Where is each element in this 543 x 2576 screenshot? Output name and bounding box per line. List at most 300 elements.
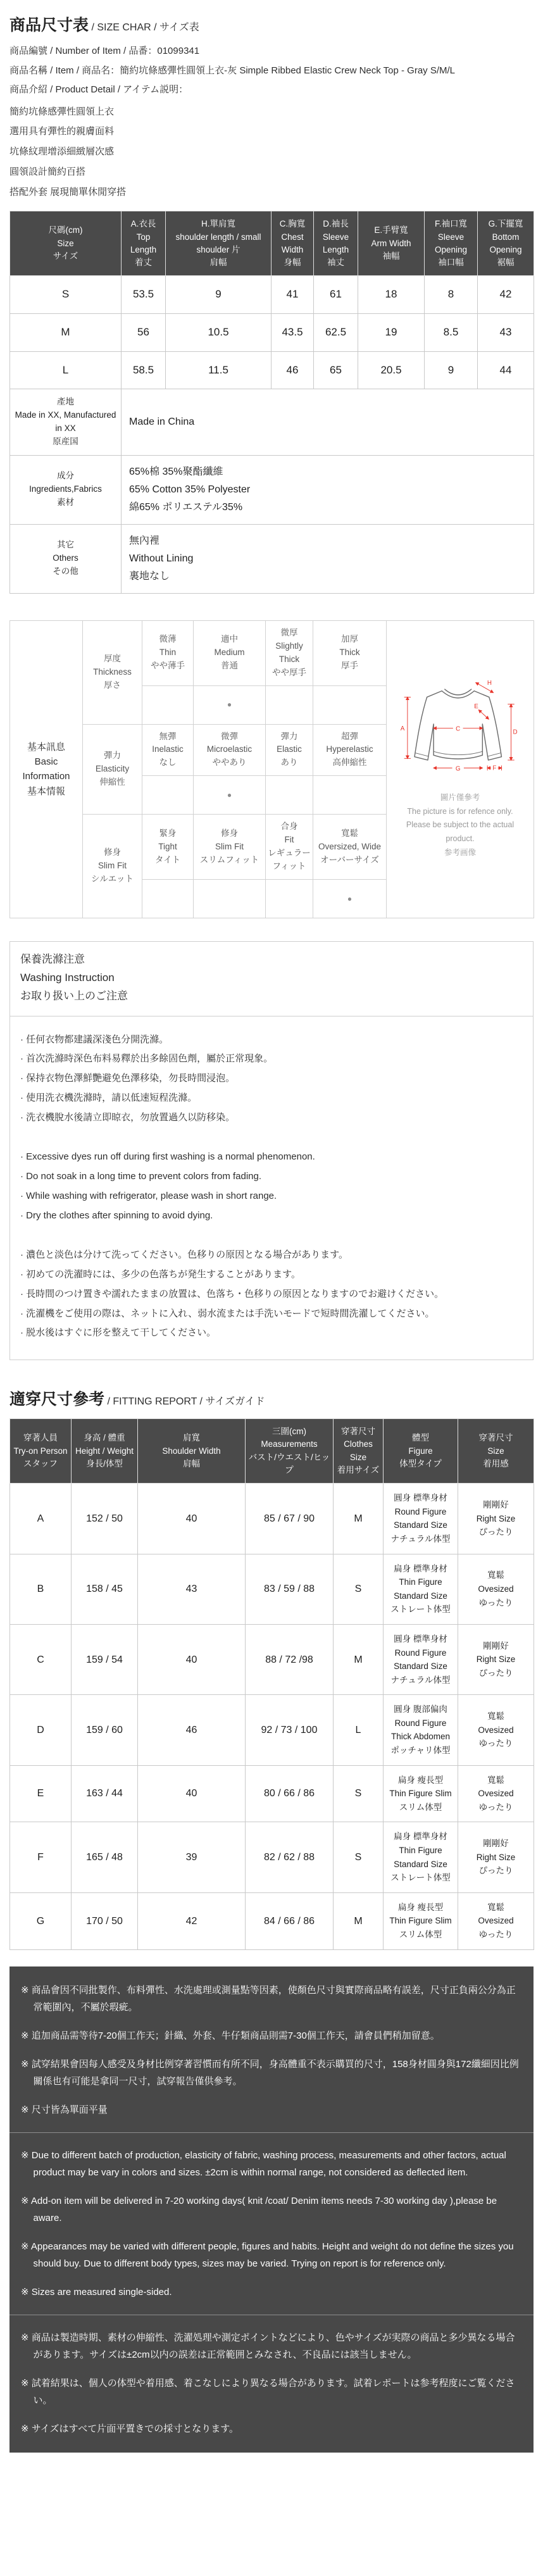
footer-note: ※ 追加商品需等待7-20個工作天；針織、外套、牛仔類商品則需7-30個工作天，請會員們稍加留意。 <box>21 2030 440 2041</box>
text-line: Made in China <box>129 416 195 428</box>
measurements-cell: 84 / 66 / 86 <box>246 1892 334 1949</box>
measure-cell: 41 <box>272 276 314 314</box>
text-line: サイズ <box>53 251 78 261</box>
person-cell: F <box>10 1822 72 1892</box>
text-line: その他 <box>53 566 78 577</box>
washing-notes-en <box>20 1147 523 1225</box>
washing-note: · 使用洗衣機洗滌時，請以低速短程洗滌。 <box>20 1092 197 1103</box>
text-line: なし <box>159 758 177 768</box>
elasticity-marker <box>266 776 313 815</box>
text-line: 65%棉 35%聚酯纖維 <box>129 466 223 477</box>
basic-info-label <box>10 620 83 918</box>
product-detail-line: 坑條紋理增添細緻層次感 <box>9 146 115 157</box>
text-line: お取り扱い上のご注意 <box>20 989 128 1002</box>
height-weight-cell: 159 / 60 <box>72 1695 138 1765</box>
text-line: 圖片僅參考 <box>440 792 480 802</box>
text-line: 厚度 <box>104 653 121 663</box>
measure-cell: 20.5 <box>358 351 425 389</box>
text-line: ゆったり <box>478 1930 513 1940</box>
footer-note: ※ Add-on item will be delivered in 7-20 working days( knit /coat/ Denim items needs 7-30 working day ),please be aware. <box>21 2195 497 2223</box>
text-line: 着用感 <box>483 1458 509 1468</box>
text-line: Others <box>53 553 78 563</box>
size-chart-title-zh: 商品尺寸表 <box>9 16 89 34</box>
measure-cell: 18 <box>358 276 425 314</box>
size-label: L <box>10 351 122 389</box>
measurements-cell: 80 / 66 / 86 <box>246 1765 334 1822</box>
text-line: 綿65% ポリエステル35% <box>129 501 243 513</box>
measure-letter-c: C <box>456 725 461 733</box>
text-line: ストレート体型 <box>390 1604 451 1615</box>
col-header-chest <box>272 211 314 276</box>
text-line: 三圍(cm) <box>272 1427 306 1437</box>
footer-notes-en <box>21 2147 522 2301</box>
col-header-try-on-person <box>10 1419 72 1484</box>
text-line: Tight <box>158 841 177 851</box>
diagram-caption <box>392 791 528 860</box>
footer-note: ※ Due to different batch of production, elasticity of fabric, washing process, measurements and other factors, actual product may be vary in colors and sizes. ±2cm is within normal range, not considered as deflected item. <box>21 2149 506 2178</box>
text-line: 穿著尺寸 <box>341 1427 375 1437</box>
text-line: Right Size <box>476 1852 516 1862</box>
text-line: 適中 <box>221 634 238 644</box>
measurements-cell: 88 / 72 /98 <box>246 1624 334 1694</box>
footer-note: ※ 尺寸皆為單面平量 <box>21 2104 108 2115</box>
text-line: A.衣長 <box>130 219 156 229</box>
text-line: Chest Width <box>281 232 304 254</box>
text-line: 厚手 <box>341 661 358 671</box>
thickness-options-row <box>10 620 534 685</box>
text-line: Measurements <box>261 1439 318 1449</box>
text-line: 尺碼(cm) <box>48 225 83 235</box>
text-line: 寬鬆 <box>341 828 358 838</box>
text-line: Right Size <box>476 1654 516 1665</box>
text-line: Arm Width <box>371 238 411 248</box>
text-line: 扁身 瘦長型 <box>397 1775 444 1785</box>
fitting-row <box>10 1624 534 1694</box>
text-line: 合身 <box>280 822 298 832</box>
measure-cell: 9 <box>166 276 272 314</box>
text-line: 緊身 <box>159 828 177 838</box>
text-line: 裏地なし <box>129 570 170 582</box>
washing-note: · 任何衣物都建議深淺色分開洗滌。 <box>20 1034 169 1045</box>
shoulder-cell: 40 <box>138 1624 246 1694</box>
measure-cell: 56 <box>122 313 166 351</box>
text-line: 扁身 標準身材 <box>394 1563 447 1573</box>
measure-cell: 65 <box>314 351 358 389</box>
clothes-size-cell: L <box>334 1695 384 1765</box>
footer-note: ※ サイズはすべて片面平置きでの採寸となります。 <box>21 2423 239 2434</box>
text-line: G.下擺寬 <box>488 219 523 229</box>
text-line: Clothes Size <box>344 1439 373 1462</box>
text-line: スリム体型 <box>399 1802 442 1812</box>
fit-marker <box>266 880 313 918</box>
fitting-table <box>9 1418 534 1949</box>
washing-note: · 保持衣物色澤鮮艷避免色澤移染，勿長時間浸泡。 <box>20 1073 235 1084</box>
footer-note: ※ 試穿結果會因每人感受及身材比例穿著習慣而有所不同，身高體重不表示購買的尺寸，158身材圓身與172纖細因比例關係也有可能是拿同一尺寸，試穿報告僅供參考。 <box>21 2058 519 2087</box>
clothes-size-cell: M <box>334 1624 384 1694</box>
height-weight-cell: 165 / 48 <box>72 1822 138 1892</box>
text-line: 微彈 <box>221 731 238 741</box>
size-table <box>9 211 534 594</box>
text-line: やや薄手 <box>151 661 185 671</box>
text-line: Ovesized <box>478 1789 514 1799</box>
fitting-row <box>10 1892 534 1949</box>
product-detail-line: 選用具有彈性的親膚面料 <box>9 126 115 137</box>
text-line: Elastic <box>277 744 302 754</box>
text-line: 保養洗滌注意 <box>20 953 85 965</box>
text-line: 扁身 標準身材 <box>394 1832 447 1842</box>
others-value <box>122 524 534 593</box>
fitting-row <box>10 1765 534 1822</box>
col-header-bottom-opening <box>478 211 534 276</box>
height-weight-cell: 163 / 44 <box>72 1765 138 1822</box>
text-line: 修身 <box>221 828 238 838</box>
text-line: 剛剛好 <box>483 1641 509 1651</box>
text-line: Microelastic <box>206 744 253 754</box>
garment-measure-diagram <box>392 678 528 778</box>
text-line: ゆったり <box>478 1739 513 1749</box>
washing-note: · Do not soak in a long time to prevent colors from fading. <box>20 1171 262 1182</box>
measure-cell: 53.5 <box>122 276 166 314</box>
clothes-size-cell: S <box>334 1765 384 1822</box>
thickness-marker <box>142 685 194 724</box>
text-line: Thin Figure Slim <box>389 1789 452 1799</box>
text-line: 着用サイズ <box>337 1465 380 1475</box>
text-line: 圓身 標準身材 <box>394 1493 447 1503</box>
measure-letter-e: E <box>474 703 478 710</box>
fitting-title-rest: / FITTING REPORT / サイズガイド <box>104 1396 265 1408</box>
shoulder-cell: 39 <box>138 1822 246 1892</box>
text-line: Thin Figure Standard Size <box>394 1846 447 1869</box>
col-header-arm-width <box>358 211 425 276</box>
text-line: 65% Cotton 35% Polyester <box>129 484 251 495</box>
measure-letter-f: F <box>492 765 497 772</box>
washing-instruction-box <box>9 941 534 1360</box>
text-line: Please be subject to the actual product. <box>406 820 515 844</box>
washing-note: · 洗濯機をご使用の際は、ネットに入れ、弱水流または手洗いモードで短時間洗濯してください。 <box>20 1308 435 1319</box>
text-line: 寬鬆 <box>487 1711 504 1722</box>
text-line: 體型 <box>412 1433 429 1443</box>
text-line: 其它 <box>57 540 74 550</box>
fitting-row <box>10 1822 534 1892</box>
measure-letter-a: A <box>400 725 405 732</box>
text-line: スリムフィット <box>199 854 259 865</box>
measurements-cell: 83 / 59 / 88 <box>246 1554 334 1624</box>
text-line: 產地 <box>57 397 74 407</box>
thickness-option <box>194 620 266 685</box>
text-line: タイト <box>154 854 181 865</box>
text-line: スタッフ <box>23 1458 58 1468</box>
person-cell: A <box>10 1484 72 1554</box>
text-line: Made in XX, Manufactured in XX <box>15 410 116 434</box>
figure-cell <box>384 1695 458 1765</box>
shoulder-cell: 40 <box>138 1484 246 1554</box>
clothes-size-cell: S <box>334 1822 384 1892</box>
person-cell: D <box>10 1695 72 1765</box>
washing-note: · While washing with refrigerator, please wash in short range. <box>20 1190 277 1201</box>
fitting-row <box>10 1695 534 1765</box>
text-line: Ovesized <box>478 1916 514 1926</box>
text-line: 圓身 腹部偏肉 <box>394 1704 447 1715</box>
clothes-size-cell: M <box>334 1892 384 1949</box>
col-header-sleeve-opening <box>425 211 478 276</box>
text-line: Elasticity <box>95 763 130 773</box>
text-line: Hyperelastic <box>326 744 373 754</box>
measure-cell: 11.5 <box>166 351 272 389</box>
fit-marker-selected: ● <box>313 880 387 918</box>
measure-letter-g: G <box>455 765 461 773</box>
text-line: Thin Figure Standard Size <box>394 1577 447 1601</box>
washing-note: · 長時間のつけ置きや濡れたままの放置は、色落ち・色移りの原因となりますのでお避けください。 <box>20 1288 444 1299</box>
size-row-l <box>10 351 534 389</box>
text-line: スリム体型 <box>399 1930 442 1940</box>
text-line: Without Lining <box>129 553 194 564</box>
text-line: Round Figure Standard Size <box>394 1506 447 1530</box>
text-line: Sleeve Length <box>322 232 349 254</box>
text-line: 圓身 標準身材 <box>394 1634 447 1644</box>
text-line: 参考画像 <box>444 848 476 858</box>
fit-option <box>266 815 313 880</box>
height-weight-cell: 158 / 45 <box>72 1554 138 1624</box>
text-line: ぴったり <box>478 1866 513 1876</box>
text-line: 無彈 <box>159 731 177 741</box>
text-line: ナチュラル体型 <box>390 1675 451 1685</box>
text-line: Slightly Thick <box>275 641 303 664</box>
text-line: 寬鬆 <box>487 1902 504 1912</box>
text-line: 彈力 <box>104 751 121 761</box>
measure-cell: 61 <box>314 276 358 314</box>
col-header-size <box>10 211 122 276</box>
text-line: 剛剛好 <box>483 1499 509 1510</box>
text-line: ナチュラル体型 <box>390 1534 451 1544</box>
ingredients-label <box>10 455 122 524</box>
product-detail-line: 簡約坑條感彈性圓領上衣 <box>9 106 115 117</box>
origin-row <box>10 389 534 456</box>
clothes-size-cell: M <box>334 1484 384 1554</box>
size-row-m <box>10 313 534 351</box>
text-line: E.手臂寬 <box>374 225 408 235</box>
shoulder-cell: 43 <box>138 1554 246 1624</box>
item-number-line: 商品編號 / Number of Item / 品番：01099341 <box>9 46 200 56</box>
text-line: ゆったり <box>478 1597 513 1608</box>
text-line: 肩幅 <box>209 258 227 267</box>
elasticity-marker-selected: ● <box>194 776 266 815</box>
size-table-header-row <box>10 211 534 276</box>
washing-notes-jp <box>20 1246 523 1343</box>
text-line: Sleeve Opening <box>434 232 468 254</box>
text-line: Ovesized <box>478 1584 514 1594</box>
footer-notes-box <box>9 1966 534 2453</box>
thickness-marker-selected: ● <box>194 685 266 724</box>
fit-option <box>142 815 194 880</box>
text-line: 着丈 <box>135 258 152 267</box>
thickness-marker <box>313 685 387 724</box>
measure-cell: 44 <box>478 351 534 389</box>
text-line: Round Figure Standard Size <box>394 1648 447 1672</box>
text-line: 扁身 瘦長型 <box>397 1902 444 1912</box>
text-line: Shoulder Width <box>162 1446 221 1456</box>
person-cell: E <box>10 1765 72 1822</box>
text-line: Right Size <box>476 1513 516 1523</box>
size-row-s <box>10 276 534 314</box>
thickness-option <box>266 620 313 685</box>
text-line: 超彈 <box>341 731 358 741</box>
col-header-top-length <box>122 211 166 276</box>
text-line: Slim Fit <box>215 841 244 851</box>
text-line: Figure <box>408 1446 433 1456</box>
text-line: 剛剛好 <box>483 1839 509 1849</box>
clothes-size-cell: S <box>334 1554 384 1624</box>
washing-note: · 初めての洗濯時には、多少の色落ちが発生することがあります。 <box>20 1269 301 1280</box>
col-header-shoulder <box>166 211 272 276</box>
washing-note: · 首次洗滌時深色布料易釋於出多餘固色劑，屬於正常現象。 <box>20 1053 273 1065</box>
measure-cell: 8.5 <box>425 313 478 351</box>
thickness-attr-label <box>83 620 142 724</box>
text-line: ポッチャリ体型 <box>390 1746 451 1756</box>
washing-note: · 洗衣機脫水後請立即晾衣，勿放置過久以防移染。 <box>20 1111 235 1123</box>
person-cell: C <box>10 1624 72 1694</box>
text-line: オーバーサイズ <box>320 854 379 865</box>
origin-value <box>122 389 534 456</box>
thickness-marker <box>266 685 313 724</box>
shoulder-cell: 46 <box>138 1695 246 1765</box>
col-header-sleeve-length <box>314 211 358 276</box>
text-line: ゆったり <box>478 1802 513 1812</box>
height-weight-cell: 170 / 50 <box>72 1892 138 1949</box>
text-line: Slim Fit <box>98 861 127 871</box>
footer-note: ※ 商品會因不同批製作、布料彈性、水洗處理或測量點等因素，使顏色尺寸與實際商品略有誤差，尺寸正負兩公分為正常範圍內，不屬於瑕疵。 <box>21 1984 516 2013</box>
footer-notes-zh <box>21 1982 522 2118</box>
text-line: 無內裡 <box>129 535 160 546</box>
figure-cell <box>384 1892 458 1949</box>
fit-marker <box>194 880 266 918</box>
footer-note: ※ Sizes are measured single-sided. <box>21 2286 172 2298</box>
text-line: F.袖口寬 <box>434 219 467 229</box>
text-line: 微薄 <box>159 634 177 644</box>
text-line: The picture is for refence only. <box>407 806 513 816</box>
text-line: Thickness <box>93 666 132 677</box>
text-line: 肩寬 <box>183 1433 200 1443</box>
shoulder-cell: 42 <box>138 1892 246 1949</box>
text-line: 寬鬆 <box>487 1570 504 1580</box>
measure-cell: 8 <box>425 276 478 314</box>
text-line: Medium <box>214 647 245 658</box>
text-line: やや厚手 <box>272 667 306 677</box>
fitting-title-zh: 適穿尺寸參考 <box>9 1391 105 1409</box>
text-line: 成分 <box>57 471 74 481</box>
fitting-row <box>10 1554 534 1624</box>
text-line: Washing Instruction <box>20 971 115 984</box>
washing-note: · Excessive dyes run off during first washing is a normal phenomenon. <box>20 1151 315 1163</box>
text-line: 体型タイプ <box>399 1458 442 1468</box>
figure-cell <box>384 1765 458 1822</box>
text-line: 原産国 <box>53 436 78 446</box>
footer-note: ※ 試着結果は、個人の体型や着用感、着こなしにより異なる場合があります。試着レポートは参考程度にご覧ください。 <box>21 2377 515 2406</box>
person-cell: B <box>10 1554 72 1624</box>
size-feel-cell <box>458 1484 534 1554</box>
measure-cell: 43 <box>478 313 534 351</box>
col-header-shoulder-width <box>138 1419 246 1484</box>
page-title <box>9 13 534 35</box>
garment-outline <box>415 689 501 760</box>
washing-notes-zh <box>20 1030 523 1128</box>
text-line: 身高 / 體重 <box>84 1433 125 1443</box>
ingredients-value <box>122 455 534 524</box>
text-line: 袖口幅 <box>438 258 464 267</box>
fitting-header-row <box>10 1419 534 1484</box>
elasticity-attr-label <box>83 724 142 815</box>
text-line: Ingredients,Fabrics <box>29 484 102 494</box>
footer-note: ※ Appearances may be varied with different people, figures and habits. Height and weight do not define the sizes you should buy. Due to different body types, sizes may be varied. Trying on report is for reference only. <box>21 2241 514 2269</box>
product-detail-line: 搭配外套 展現簡單休閒穿搭 <box>9 186 127 197</box>
others-label <box>10 524 122 593</box>
measurements-cell: 82 / 62 / 88 <box>246 1822 334 1892</box>
fitting-title <box>9 1387 534 1410</box>
text-line: Basic Information <box>22 756 70 782</box>
text-line: Size <box>487 1446 504 1456</box>
text-line: Size <box>57 238 74 248</box>
figure-cell <box>384 1624 458 1694</box>
washing-note: · 濃色と淡色は分けて洗ってください。色移りの原因となる場合があります。 <box>20 1249 348 1261</box>
col-header-clothes-size <box>334 1419 384 1484</box>
elasticity-marker <box>142 776 194 815</box>
size-label: M <box>10 313 122 351</box>
text-line: ぴったり <box>478 1668 513 1678</box>
text-line: ぴったり <box>478 1527 513 1537</box>
footer-notes-jp <box>21 2329 522 2437</box>
fit-option <box>194 815 266 880</box>
text-line: C.胸寬 <box>279 219 306 229</box>
others-row <box>10 524 534 593</box>
size-feel-cell <box>458 1892 534 1949</box>
text-line: Thin <box>159 647 177 658</box>
measure-letter-d: D <box>513 728 518 736</box>
height-weight-cell: 152 / 50 <box>72 1484 138 1554</box>
size-feel-cell <box>458 1765 534 1822</box>
text-line: Thick <box>339 647 360 658</box>
col-header-height-weight <box>72 1419 138 1484</box>
size-chart-title-rest: / SIZE CHAR / サイズ表 <box>89 22 199 33</box>
text-line: 伸縮性 <box>99 777 125 787</box>
figure-cell <box>384 1554 458 1624</box>
thickness-option <box>313 620 387 685</box>
thickness-option <box>142 620 194 685</box>
item-name-line: 商品名稱 / Item / 商品名：簡約坑條感彈性圓領上衣-灰 Simple Ribbed Elastic Crew Neck Top - Gray S/M/L <box>9 65 456 76</box>
measure-cell: 62.5 <box>314 313 358 351</box>
text-line: レギュラーフィット <box>268 848 311 872</box>
figure-cell <box>384 1822 458 1892</box>
measure-cell: 46 <box>272 351 314 389</box>
measure-cell: 9 <box>425 351 478 389</box>
washing-title <box>10 942 533 1016</box>
text-line: 身幅 <box>284 258 301 267</box>
elasticity-option <box>142 724 194 776</box>
size-feel-cell <box>458 1695 534 1765</box>
text-line: ややあり <box>212 758 247 768</box>
elasticity-marker <box>313 776 387 815</box>
text-line: Oversized, Wide <box>318 841 382 851</box>
text-line: Bottom Opening <box>489 232 522 254</box>
measure-cell: 10.5 <box>166 313 272 351</box>
elasticity-option <box>266 724 313 776</box>
product-detail-label: 商品介紹 / Product Detail / アイテム説明： <box>9 84 189 95</box>
text-line: Ovesized <box>478 1725 514 1735</box>
figure-cell <box>384 1484 458 1554</box>
text-line: Inelastic <box>152 744 184 754</box>
size-feel-cell <box>458 1624 534 1694</box>
text-line: あり <box>280 758 298 768</box>
measure-cell: 42 <box>478 276 534 314</box>
text-line: ストレート体型 <box>390 1873 451 1883</box>
